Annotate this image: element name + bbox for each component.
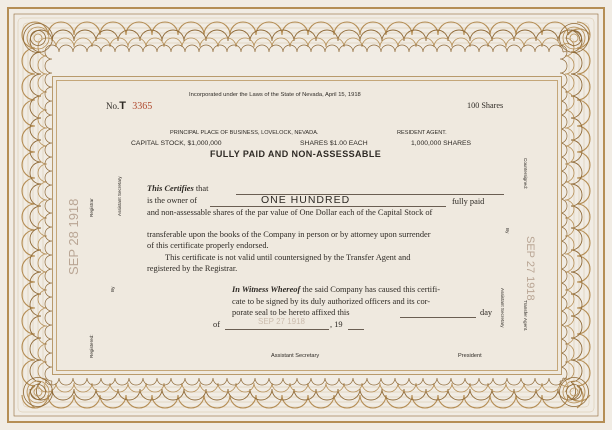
shares-written-line — [210, 206, 446, 207]
witness-rest: the said Company has caused this certifi- — [302, 285, 441, 294]
shares-count: 100 Shares — [467, 101, 504, 110]
body-line-9: porate seal to be hereto affixed this — [232, 308, 350, 317]
certify-line — [147, 184, 208, 193]
certificate-panel — [52, 76, 562, 375]
number-label: No. — [106, 101, 120, 111]
countersigned-label: Countersigned: — [523, 158, 528, 190]
total-shares: 1,000,000 SHARES — [411, 140, 472, 147]
by-left-label: By — [110, 286, 115, 292]
principal-place: PRINCIPAL PLACE OF BUSINESS, LOVELOCK, NEVADA. — [170, 130, 319, 136]
shares-written: ONE HUNDRED — [261, 194, 351, 206]
by-right-label: By — [505, 228, 510, 234]
body-line-8: cate to be signed by its duly authorized officers and its cor- — [232, 297, 431, 306]
assistant-secretary-signature: Assistant Secretary — [271, 353, 320, 359]
witness-italic: In Witness Whereof — [232, 285, 301, 294]
capital-stock: CAPITAL STOCK, $1,000,000 — [131, 140, 222, 147]
number-prefix: T — [119, 100, 126, 112]
month-line — [225, 329, 329, 330]
right-date-stamp: SEP 27 1918 — [524, 236, 536, 301]
transfer-agent-label: Transfer Agent. — [523, 300, 528, 332]
year-line — [348, 329, 364, 330]
assistant-secretary-side-label: Assistant Secretary — [117, 176, 122, 216]
body-line-6: registered by the Registrar. — [147, 264, 238, 273]
registered-label: Registered: — [89, 334, 94, 358]
that-word: that — [195, 184, 209, 193]
day-line — [400, 317, 476, 318]
year-label: , 19 — [330, 320, 343, 329]
fully-paid: fully paid — [452, 197, 485, 206]
body-line-3: transferable upon the books of the Company in person or by attorney upon surrender — [147, 230, 431, 239]
this-certifies: This Certifies — [147, 184, 194, 193]
owner-of: is the owner of — [147, 196, 198, 205]
body-line-4: of this certificate properly endorsed. — [147, 241, 269, 250]
shares-each: SHARES $1.00 EACH — [300, 140, 368, 147]
president-signature: President — [458, 353, 482, 359]
incorporation-note: Incorporated under the Laws of the State of Nevada, April 15, 1918 — [189, 92, 361, 98]
body-line-5: This certificate is not valid until countersigned by the Transfer Agent and — [165, 253, 411, 262]
resident-agent: RESIDENT AGENT. — [397, 130, 447, 136]
registrar-label: Registrar — [89, 198, 94, 217]
day-label: day — [480, 308, 493, 317]
paid-status: FULLY PAID AND NON-ASSESSABLE — [210, 149, 382, 159]
assistant-secretary-right-label: Assistant Secretary — [500, 288, 505, 328]
center-date-stamp: SEP 27 1918 — [258, 317, 306, 326]
certificate-number — [106, 100, 152, 112]
left-date-stamp: SEP 28 1918 — [66, 198, 81, 275]
witness-line — [232, 285, 440, 294]
serial-number: 3365 — [132, 101, 153, 112]
of-label: of — [213, 320, 220, 329]
body-line-2: and non-assessable shares of the par value of One Dollar each of the Capital Stock of — [147, 208, 433, 217]
